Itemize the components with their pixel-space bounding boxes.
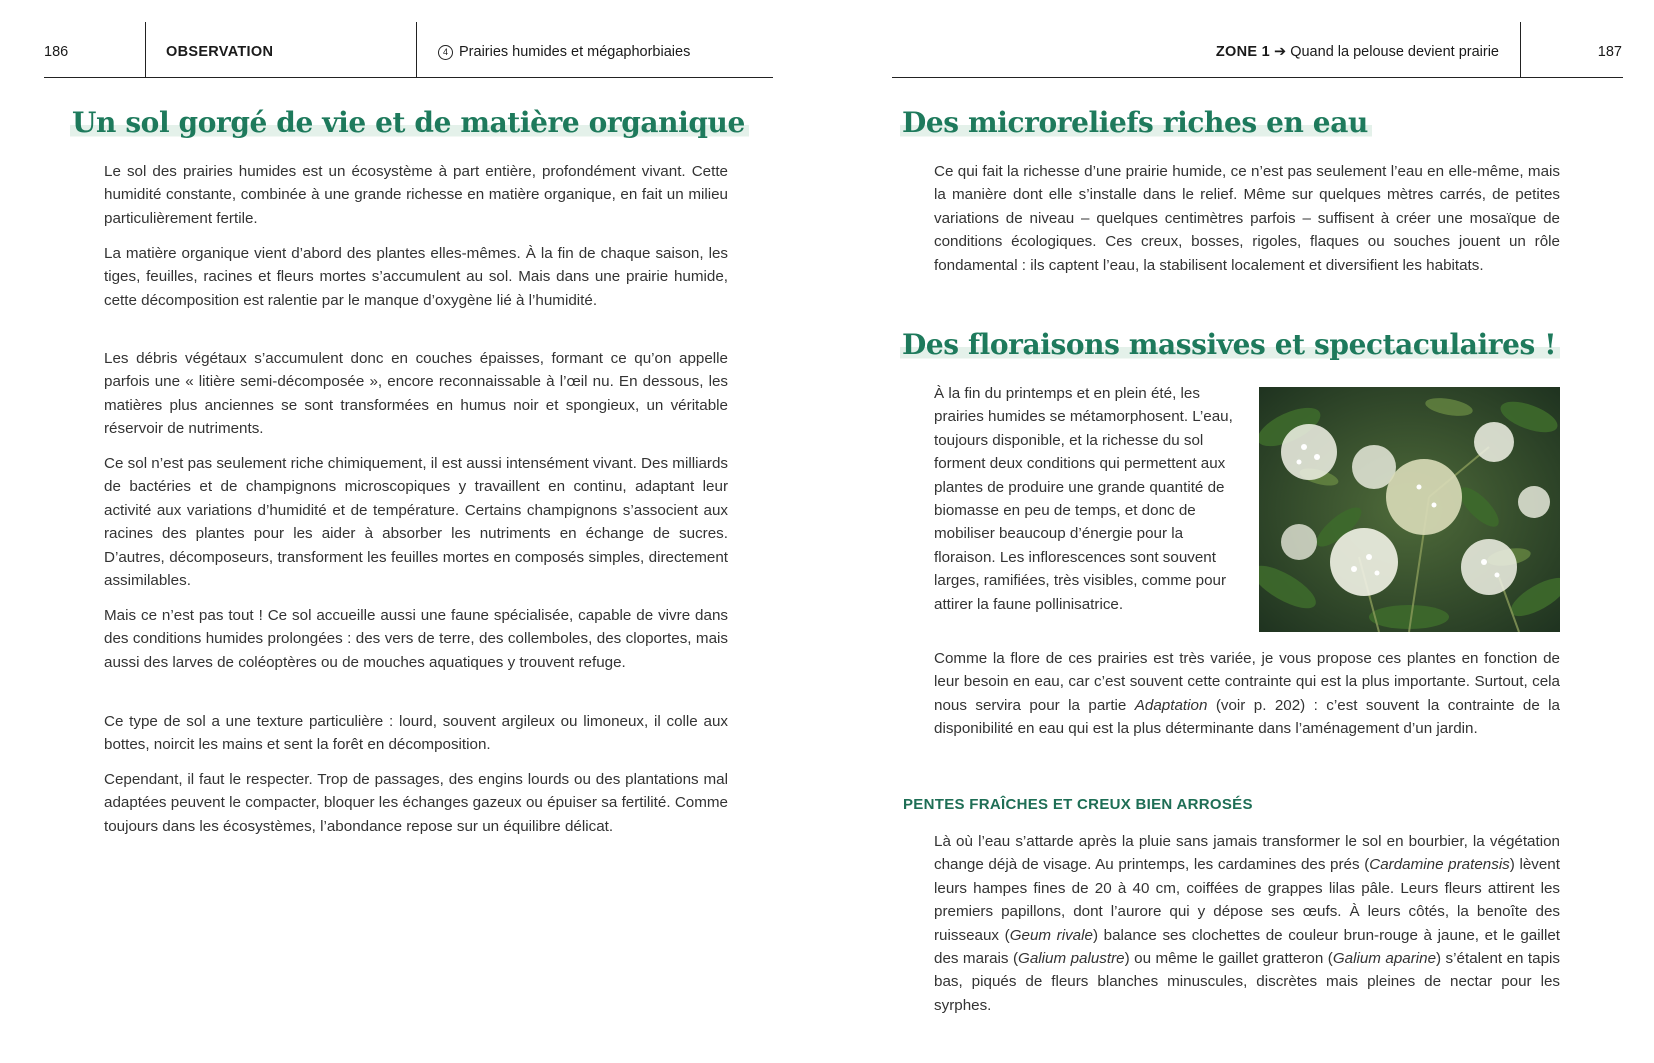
- chapter-number-badge: 4: [438, 45, 453, 60]
- italic-run: Geum rivale: [1009, 926, 1093, 944]
- italic-run: Cardamine pratensis: [1369, 856, 1510, 874]
- text-run: ) balance ses clochettes de couleur brun-rouge à jaune, et le gaillet des marais (: [934, 926, 1561, 968]
- text-run: (voir p. 202) : c’est souvent la contrainte de la disponibilité en eau qui est la plus déterminante dans l’aménagement d’un jardin.: [934, 696, 1560, 738]
- chapter-label: [438, 44, 690, 60]
- heading-microreliefs: Des microreliefs riches en eau: [900, 106, 1372, 139]
- header-divider: [1520, 22, 1521, 78]
- paragraph: Ce qui fait la richesse d’une prairie humide, ce n’est pas seulement l’eau en elle-même, mais la manière dont elle s’installe dans le relief. Même sur quelques mètres carrés, de petites variations de niveau – quelques centimètres parfois – suffisent à créer une mosaïque de conditions écologiques. Ces creux, bosses, rigoles, flaques ou souches jouent un rôle fondamental : ils captent l’eau, la stabilisent localement et diversifient les habitats.: [934, 163, 1560, 274]
- chapter-title: Prairies humides et mégaphorbiaies: [459, 44, 691, 60]
- paragraph: Ce type de sol a une texture particulière : lourd, souvent argileux ou limoneux, il colle aux bottes, noircit les mains et sent la forêt en décomposition.: [104, 713, 728, 754]
- section-label: OBSERVATION: [166, 44, 274, 60]
- paragraph: [934, 830, 1560, 1017]
- text-run: ) ou même le gaillet gratteron (: [1124, 950, 1333, 968]
- paragraph: Les débris végétaux s’accumulent donc en couches épaisses, formant ce qu’on appelle parfois une « litière semi-décomposée », encore reconnaissable à l’œil nu. En dessous, les matières plus anciennes se sont transformées en humus noir et spongieux, un véritable réservoir de nutriments.: [104, 350, 728, 438]
- arrow-icon: ➔: [1274, 44, 1287, 60]
- header-divider: [416, 22, 417, 78]
- header-divider: [145, 22, 146, 78]
- paragraph: [934, 647, 1560, 741]
- italic-run: Galium palustre: [1018, 950, 1125, 968]
- zone-label: [1216, 44, 1499, 60]
- subheading-pentes: PENTES FRAÎCHES ET CREUX BIEN ARROSÉS: [903, 796, 1253, 813]
- paragraph: Mais ce n’est pas tout ! Ce sol accueille aussi une faune spécialisée, capable de vivre dans des conditions humides prolongées : des vers de terre, des collemboles, des cloportes, mais aussi des larves de coléoptères ou de mouches aquatiques y trouvent refuge.: [104, 607, 728, 671]
- italic-run: Adaptation: [1134, 696, 1208, 714]
- header-rule-right: [892, 77, 1623, 78]
- paragraph: Ce sol n’est pas seulement riche chimiquement, il est aussi intensément vivant. Des milliards de bactéries et de champignons microscopiques y travaillent en continu, adaptant leur activité aux variations d’humidité et de température. Certains champignons s’associent aux racines des plantes pour les aider à absorber les nutriments en échange de sucres. D’autres, décomposeurs, transforment les feuilles mortes en composés simples, directement assimilables.: [104, 455, 728, 590]
- page-number-right: 187: [1597, 44, 1622, 60]
- italic-run: Galium aparine: [1332, 950, 1437, 968]
- paragraph: À la fin du printemps et en plein été, les prairies humides se métamorphosent. L’eau, toujours disponible, et la richesse du sol forment deux conditions qui permettent aux plantes de produire une grande quantité de biomasse en peu de temps, et donc de mobiliser beaucoup d’énergie pour la floraison. Les inflorescences sont souvent larges, ramifiées, très visibles, comme pour attirer la faune pollinisatrice.: [934, 385, 1233, 613]
- text-run: Comme la flore de ces prairies est très variée, je vous propose ces plantes en fonction de leur besoin en eau, car c’est souvent cette contrainte qui est la plus importante. Surtout, cela nous servira pour la partie: [934, 650, 1560, 714]
- text-run: ) lèvent leurs hampes fines de 20 à 40 cm, coiffées de grappes lilas pâle. Leurs fleurs attirent les premiers papillons, dont l’aurore qui y dépose ses œufs. À leurs côtés, la benoîte des ruisseaux (: [934, 856, 1560, 944]
- zone-name: ZONE 1: [1215, 44, 1270, 60]
- paragraph: Le sol des prairies humides est un écosystème à part entière, profondément vivant. Cette humidité constante, combinée à une grande richesse en matière organique, en fait un milieu particulièrement fertile.: [104, 163, 728, 227]
- heading-floraisons: Des floraisons massives et spectaculaires !: [900, 328, 1560, 361]
- text-run: Là où l’eau s’attarde après la pluie sans jamais transformer le sol en bourbier, la végétation change déjà de visage. Au printemps, les cardamines des prés (: [934, 833, 1560, 874]
- heading-sol-vivant: Un sol gorgé de vie et de matière organique: [70, 106, 749, 139]
- page-number-left: 186: [44, 44, 69, 60]
- flower-photo: [1259, 387, 1560, 632]
- paragraph: Cependant, il faut le respecter. Trop de passages, des engins lourds ou des plantations mal adaptées peuvent le compacter, bloquer les échanges gazeux ou épuiser sa fertilité. Comme toujours dans les écosystèmes, l’abondance repose sur un équilibre délicat.: [104, 771, 728, 835]
- paragraph: La matière organique vient d’abord des plantes elles-mêmes. À la fin de chaque saison, les tiges, feuilles, racines et fleurs mortes s’accumulent au sol. Mais dans une prairie humide, cette décomposition est ralentie par le manque d’oxygène lié à l’humidité.: [104, 245, 728, 309]
- zone-title: Quand la pelouse devient prairie: [1290, 44, 1499, 60]
- header-rule-left: [44, 77, 773, 78]
- angelica-flowers-image: [1259, 387, 1560, 632]
- text-run: ) s’étalent en tapis bas, piqués de fleurs blanches minuscules, discrètes mais pleines de nectar pour les syrphes.: [934, 950, 1560, 1014]
